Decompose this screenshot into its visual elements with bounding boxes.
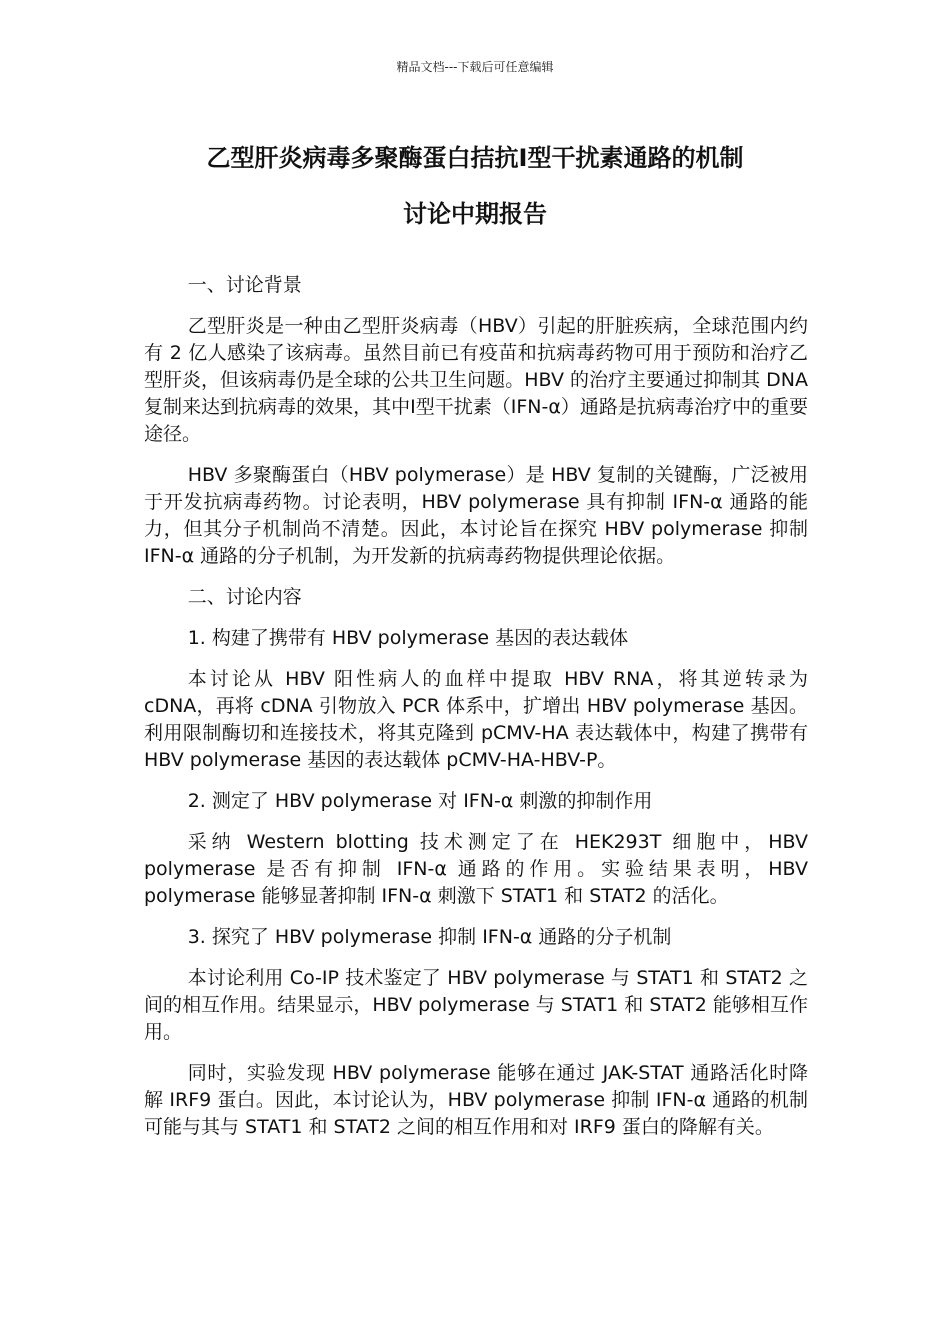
paragraph-background-1: 乙型肝炎是一种由乙型肝炎病毒（HBV）引起的肝脏疾病，全球范围内约有 2 亿人感染了该病毒。虽然目前已有疫苗和抗病毒药物可用于预防和治疗乙型肝炎，但该病毒仍是全球的公共卫生问题。HBV 的治疗主要通过抑制其 DNA 复制来达到抗病毒的效果，其中Ⅰ型干扰素（IFN-α）通路是抗病毒治疗中的重要途径。 <box>144 315 808 445</box>
document-body <box>144 272 808 1155</box>
subheading-2: 2. 测定了 HBV polymerase 对 IFN-α 刺激的抑制作用 <box>187 790 653 812</box>
paragraph-background-2: HBV 多聚酶蛋白（HBV polymerase）是 HBV 复制的关键酶，广泛被用于开发抗病毒药物。讨论表明，HBV polymerase 具有抑制 IFN-α 通路的能力，但其分子机制尚不清楚。因此，本讨论旨在探究 HBV polymerase 抑制 IFN-α 通路的分子机制，为开发新的抗病毒药物提供理论依据。 <box>144 464 808 567</box>
document-title <box>120 130 830 242</box>
title-line-1: 乙型肝炎病毒多聚酶蛋白拮抗Ⅰ型干扰素通路的机制 <box>206 144 744 172</box>
section-heading-background: 一、讨论背景 <box>187 274 302 296</box>
subheading-1: 1. 构建了携带有 HBV polymerase 基因的表达载体 <box>187 627 629 649</box>
section-heading-content: 二、讨论内容 <box>187 586 302 608</box>
subheading-3: 3. 探究了 HBV polymerase 抑制 IFN-α 通路的分子机制 <box>187 926 672 948</box>
paragraph-content-2: 采纳 Western blotting 技术测定了在 HEK293T 细胞中，HBV polymerase 是否有抑制 IFN-α 通路的作用。实验结果表明，HBV polymerase 能够显著抑制 IFN-α 刺激下 STAT1 和 STAT2 的活化。 <box>144 831 808 907</box>
paragraph-content-1: 本讨论从 HBV 阳性病人的血样中提取 HBV RNA，将其逆转录为 cDNA，再将 cDNA 引物放入 PCR 体系中，扩增出 HBV polymerase 基因。利用限制酶切和连接技术，将其克隆到 pCMV-HA 表达载体中，构建了携带有 HBV polymerase 基因的表达载体 pCMV-HA-HBV-P。 <box>144 668 808 771</box>
header-note: 精品文档---下载后可任意编辑 <box>396 60 554 74</box>
paragraph-content-4: 同时，实验发现 HBV polymerase 能够在通过 JAK-STAT 通路活化时降解 IRF9 蛋白。因此，本讨论认为，HBV polymerase 抑制 IFN-α 通路的机制可能与其与 STAT1 和 STAT2 之间的相互作用和对 IRF9 蛋白的降解有关。 <box>144 1062 808 1138</box>
paragraph-content-3: 本讨论利用 Co-IP 技术鉴定了 HBV polymerase 与 STAT1 和 STAT2 之间的相互作用。结果显示，HBV polymerase 与 STAT1 和 STAT2 能够相互作用。 <box>144 967 808 1043</box>
title-line-2: 讨论中期报告 <box>403 200 547 228</box>
